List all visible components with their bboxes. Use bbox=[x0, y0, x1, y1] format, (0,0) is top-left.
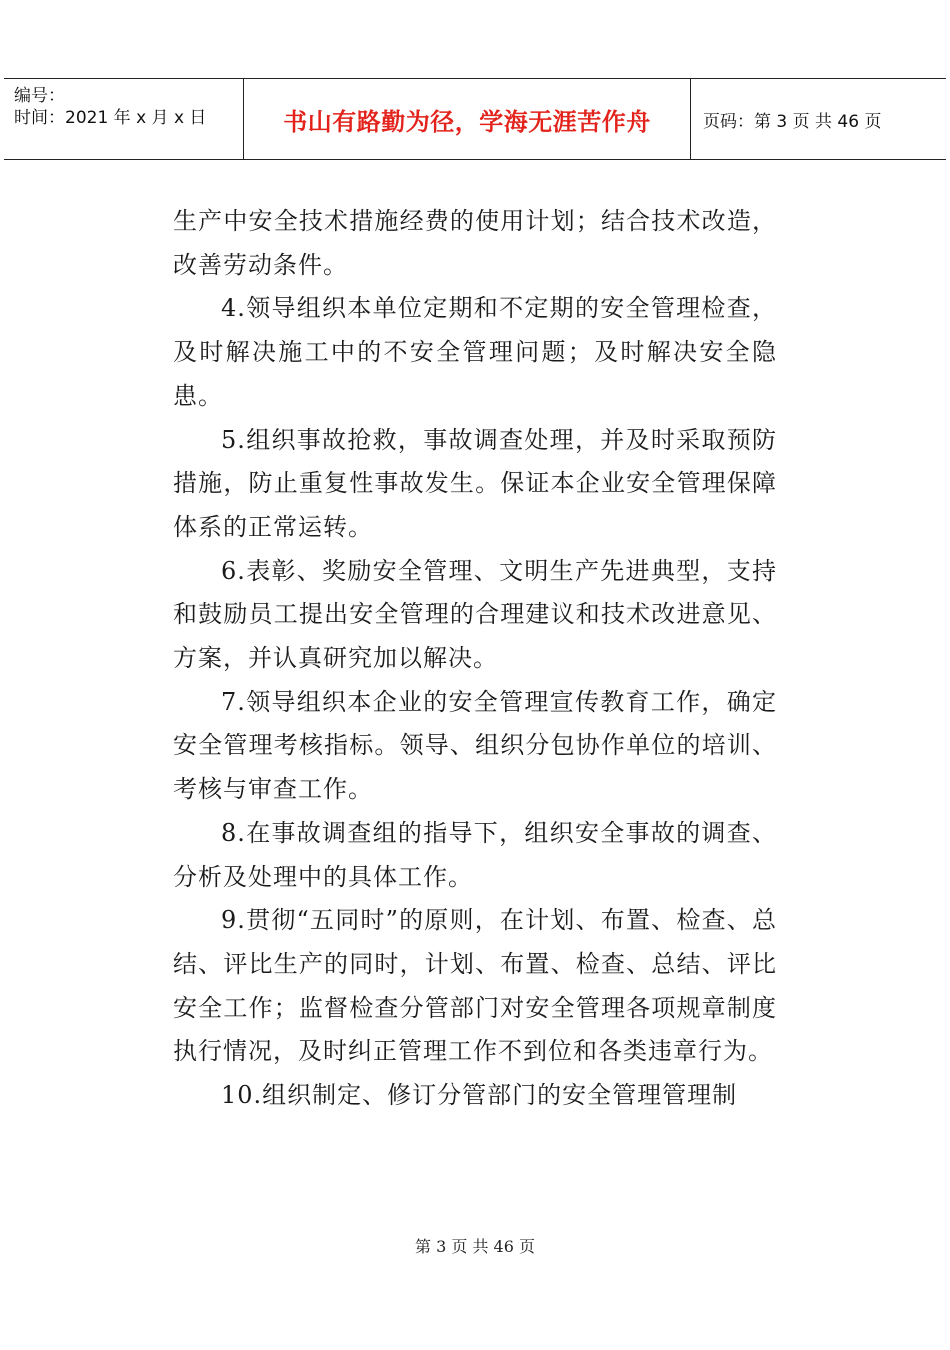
paragraph: 5.组织事故抢救，事故调查处理，并及时采取预防措施，防止重复性事故发生。保证本企业安全管理保障体系的正常运转。 bbox=[173, 425, 777, 541]
page-header bbox=[4, 78, 946, 160]
paragraph: 9.贯彻“五同时”的原则，在计划、布置、检查、总结、评比生产的同时，计划、布置、检查、总结、评比安全工作；监督检查分管部门对安全管理各项规章制度执行情况，及时纠正管理工作不到位和各类违章行为。 bbox=[173, 906, 777, 1066]
paragraph: 10.组织制定、修订分管部门的安全管理管理制 bbox=[221, 1081, 738, 1110]
page-footer: 第 3 页 共 46 页 bbox=[415, 1237, 535, 1256]
header-motto: 书山有路勤为径，学海无涯苦作舟 bbox=[244, 79, 691, 159]
paragraph: 7.领导组织本企业的安全管理宣传教育工作，确定安全管理考核指标。领导、组织分包协作单位的培训、考核与审查工作。 bbox=[173, 687, 777, 804]
time-label: 时间：2021 年 x 月 x 日 bbox=[14, 108, 207, 128]
paragraph: 4.领导组织本单位定期和不定期的安全管理检查，及时解决施工中的不安全管理问题；及时解决安全隐患。 bbox=[173, 294, 777, 410]
paragraph: 8.在事故调查组的指导下，组织安全事故的调查、分析及处理中的具体工作。 bbox=[173, 818, 777, 891]
paragraph: 生产中安全技术措施经费的使用计划；结合技术改造，改善劳动条件。 bbox=[173, 207, 777, 279]
number-label: 编号： bbox=[14, 86, 65, 106]
header-meta bbox=[4, 79, 244, 159]
paragraph: 6.表彰、奖励安全管理、文明生产先进典型，支持和鼓励员工提出安全管理的合理建议和技术改进意见、方案，并认真研究加以解决。 bbox=[173, 556, 777, 673]
header-page-info: 页码：第 3 页 共 46 页 bbox=[703, 111, 882, 132]
document-body bbox=[173, 200, 777, 1118]
